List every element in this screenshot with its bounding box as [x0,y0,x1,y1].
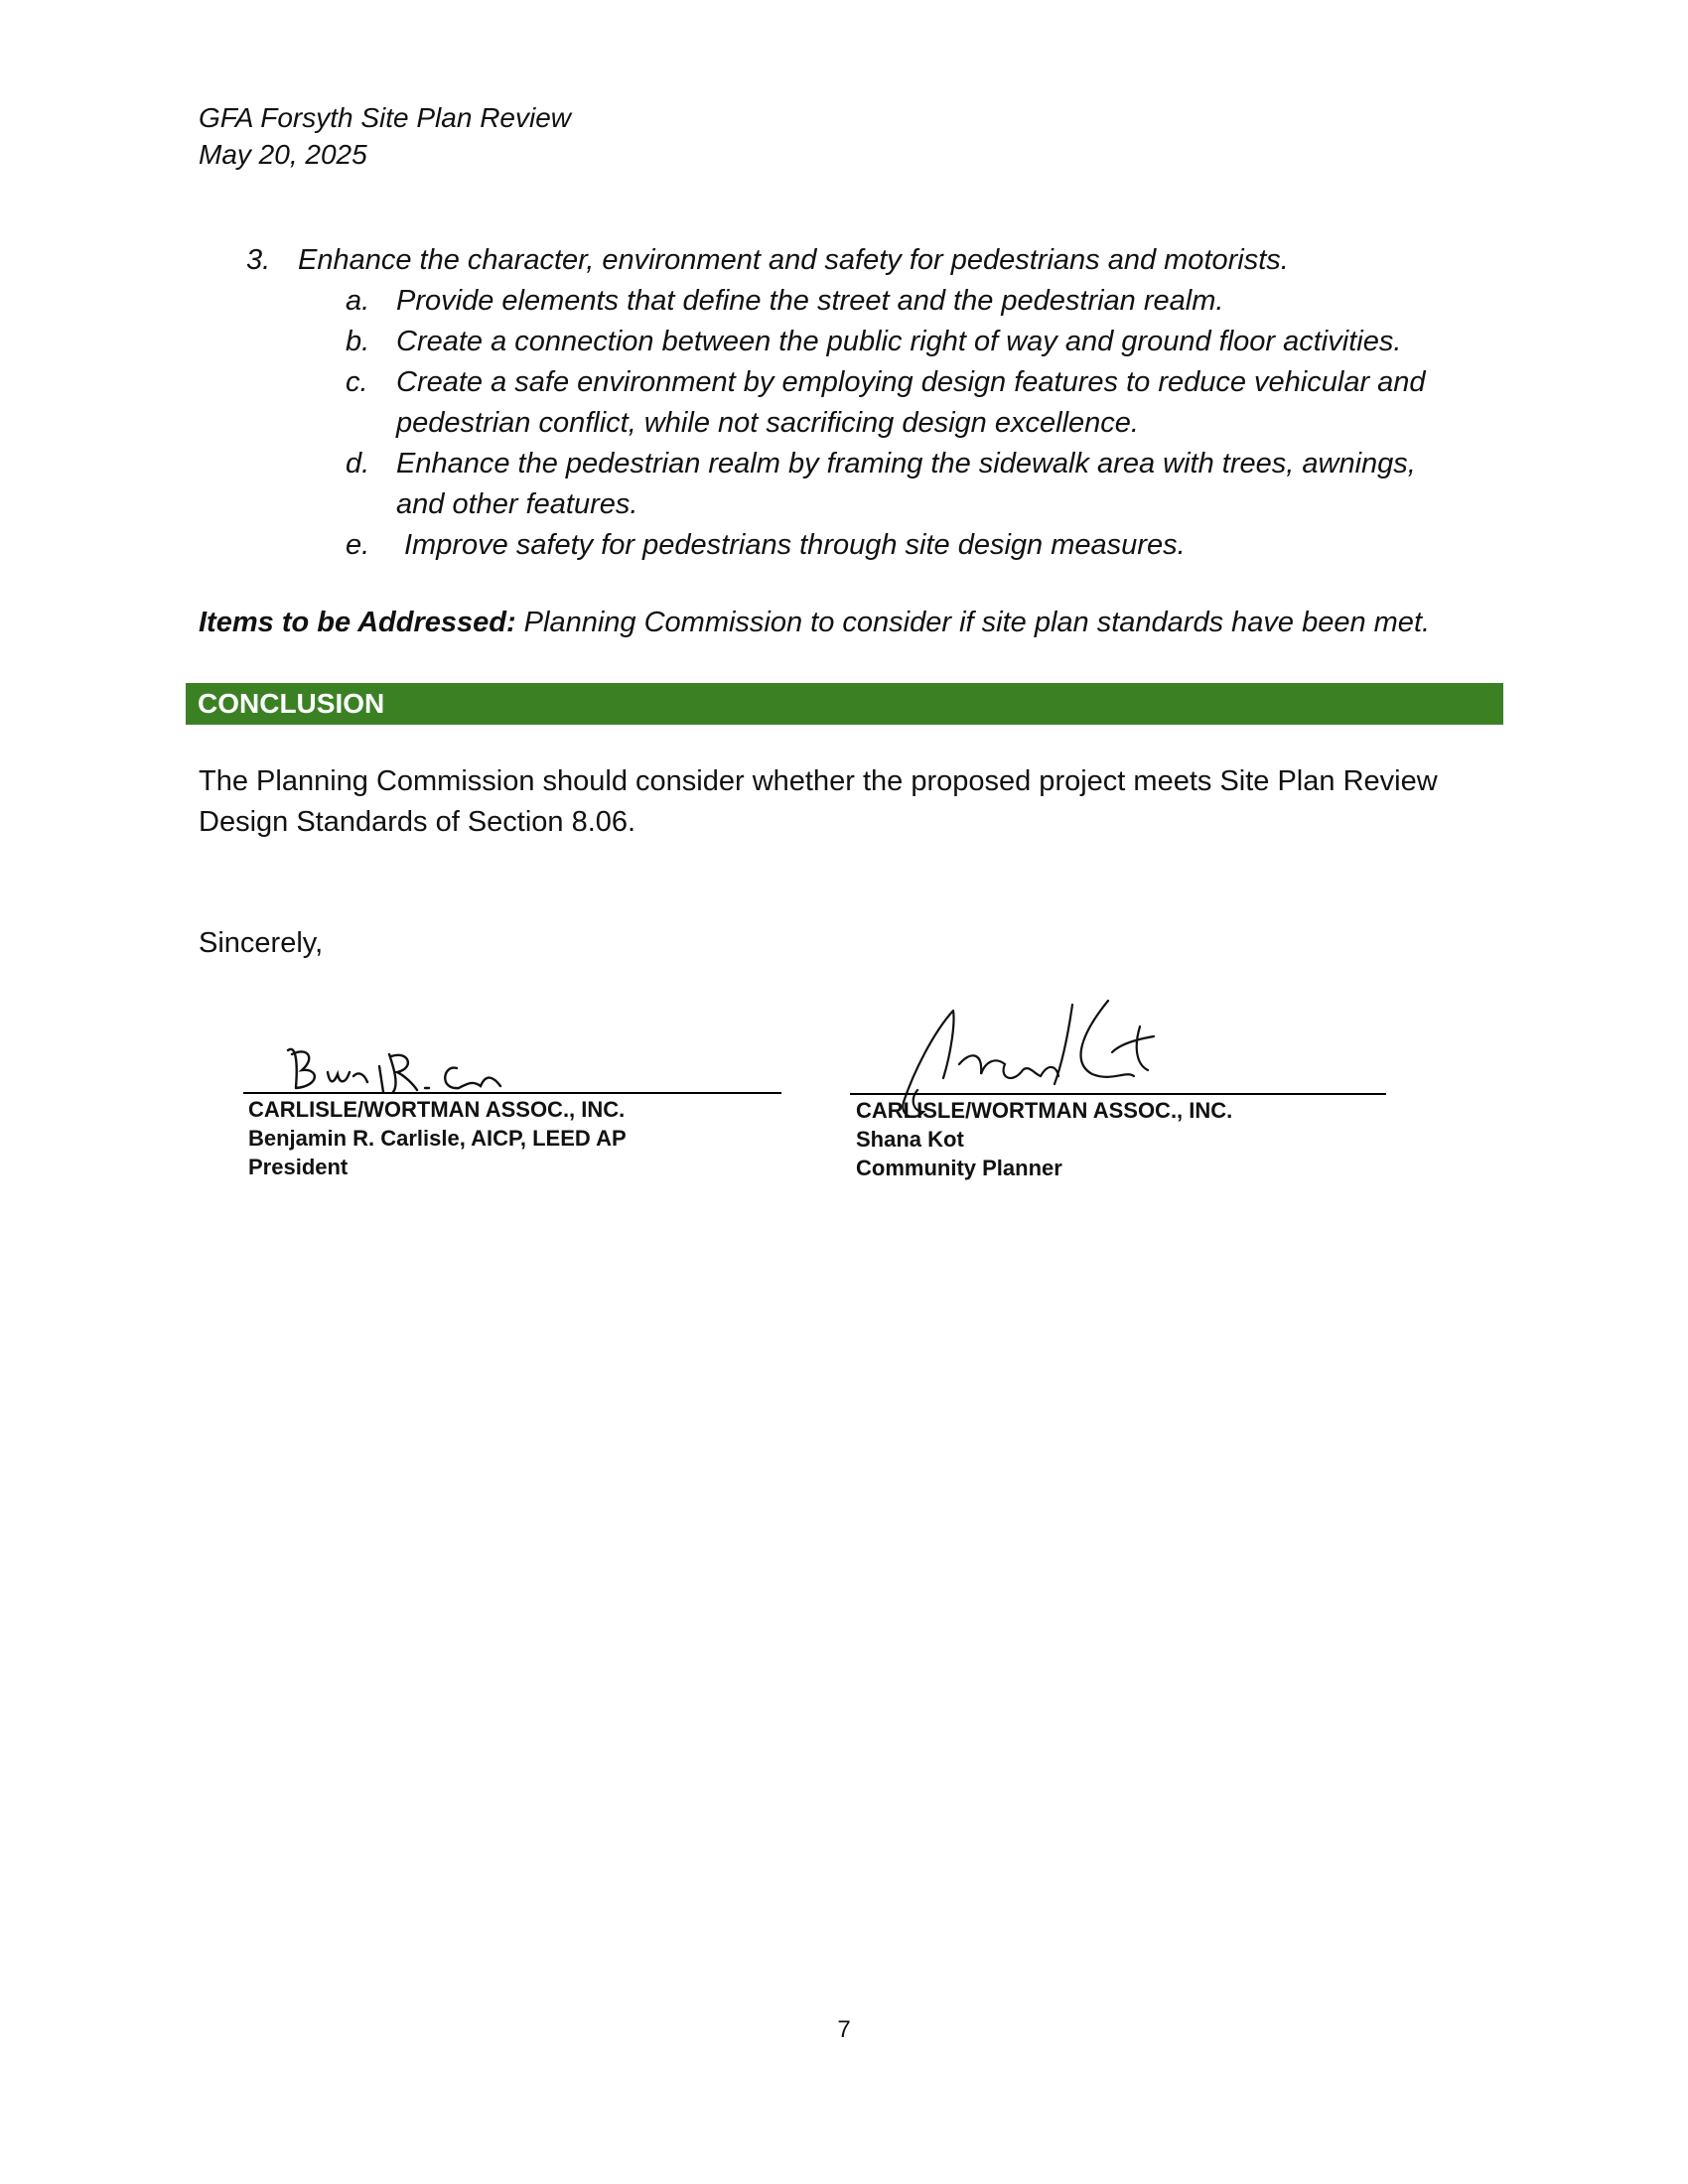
sub-item-letter: e. [346,529,370,561]
sub-item-text-continued: and other features. [396,488,638,520]
sub-item-text: Provide elements that define the street and the pedestrian realm. [396,285,1224,317]
signer-title: Community Planner [856,1156,1062,1180]
sub-item-text: Create a safe environment by employing design features to reduce vehicular and [396,366,1426,398]
sub-item-text-continued: pedestrian conflict, while not sacrificing design excellence. [396,407,1139,439]
conclusion-line: Design Standards of Section 8.06. [199,806,636,838]
signature-line [850,1093,1386,1095]
sub-item-letter: d. [346,448,370,479]
signer-company: CARLISLE/WORTMAN ASSOC., INC. [856,1098,1233,1123]
items-to-address [199,603,1509,643]
document-title: GFA Forsyth Site Plan Review [199,102,572,133]
conclusion-paragraph [199,761,1509,843]
signer-name: Shana Kot [856,1127,964,1152]
list-number: 3. [246,244,271,276]
sub-item-letter: b. [346,326,370,357]
sub-item-text: Improve safety for pedestrians through site design measures. [404,529,1186,561]
items-to-address-text: Planning Commission to consider if site plan standards have been met. [523,607,1431,638]
signature-line [243,1092,781,1094]
document-date: May 20, 2025 [199,139,367,170]
sub-item-text: Create a connection between the public right of way and ground floor activities. [396,326,1402,357]
list-item-text: Enhance the character, environment and safety for pedestrians and motorists. [298,244,1289,276]
signer-title: President [248,1155,349,1179]
signer-company: CARLISLE/WORTMAN ASSOC., INC. [248,1097,626,1122]
conclusion-heading: CONCLUSION [198,688,385,719]
items-to-address-label: Items to be Addressed: [199,607,516,638]
conclusion-banner [186,683,1503,725]
sub-item-letter: a. [346,285,370,317]
conclusion-line: The Planning Commission should consider whether the proposed project meets Site Plan Review [199,765,1438,797]
sub-item-text: Enhance the pedestrian realm by framing the sidewalk area with trees, awnings, [396,448,1416,479]
sub-item-letter: c. [346,366,368,398]
closing: Sincerely, [199,927,324,959]
page-number: 7 [837,2016,851,2043]
signer-name: Benjamin R. Carlisle, AICP, LEED AP [248,1126,627,1151]
